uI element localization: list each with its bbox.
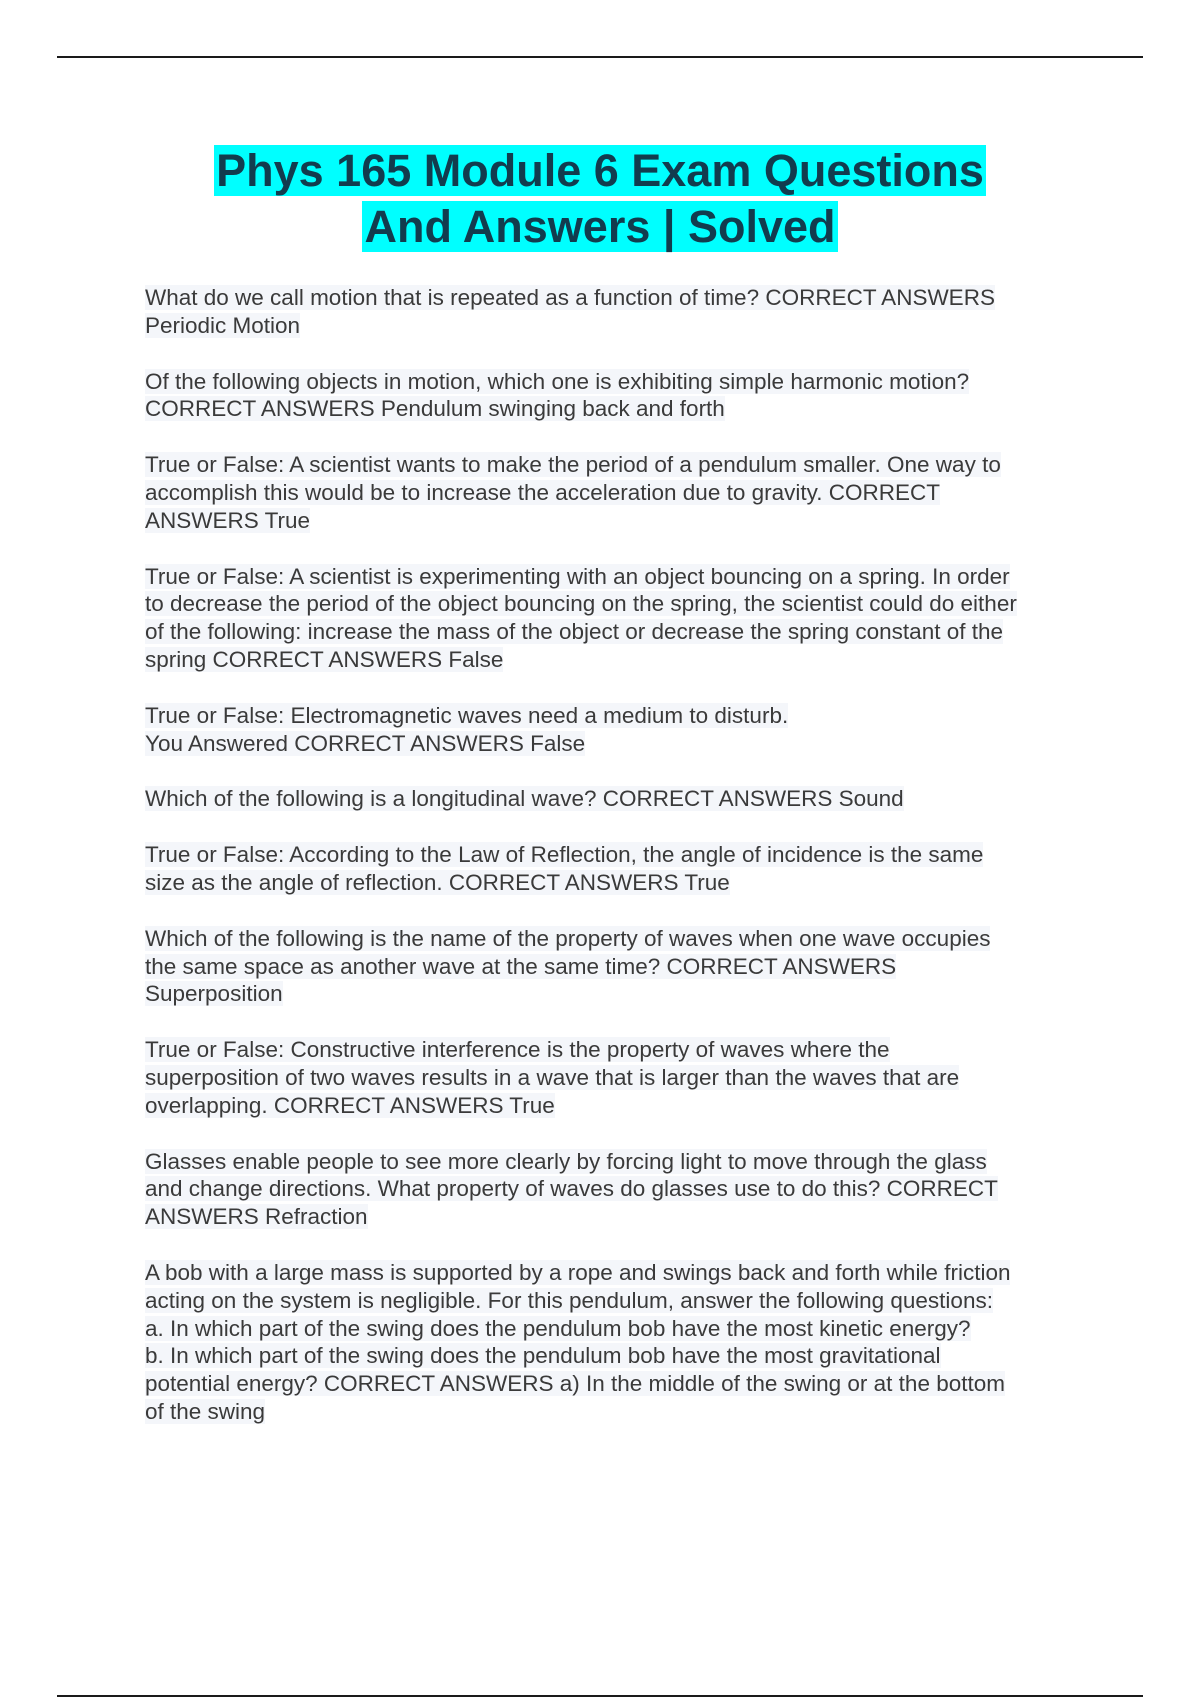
qa-entry (145, 1036, 1085, 1119)
qa-text-line: A bob with a large mass is supported by a rope and swings back and forth while friction (145, 1259, 1011, 1285)
qa-text-line: What do we call motion that is repeated as a function of time? CORRECT ANSWERS (145, 285, 995, 310)
qa-entry (145, 451, 1085, 534)
qa-entry (145, 284, 1085, 340)
qa-text-line: True or False: Constructive interference is the property of waves where the (145, 1037, 890, 1063)
qa-text-line: potential energy? CORRECT ANSWERS a) In the middle of the swing or at the bottom (145, 1371, 1005, 1397)
qa-text-line: Of the following objects in motion, which one is exhibiting simple harmonic motion? (145, 368, 970, 394)
qa-entry (145, 925, 1085, 1008)
qa-entry (145, 841, 1085, 897)
qa-entry (145, 368, 1085, 424)
qa-text-line: of the swing (145, 1398, 266, 1424)
qa-text-line: You Answered CORRECT ANSWERS False (145, 730, 586, 756)
qa-text-line: Glasses enable people to see more clearly by forcing light to move through the glass (145, 1148, 987, 1174)
qa-entry (145, 563, 1085, 674)
qa-text-line: spring CORRECT ANSWERS False (145, 646, 504, 672)
qa-text-line: ANSWERS True (145, 507, 311, 533)
qa-text-line: Periodic Motion (145, 312, 301, 338)
qa-text-line: True or False: A scientist wants to make the period of a pendulum smaller. One way to (145, 452, 1001, 478)
qa-text-line: to decrease the period of the object bouncing on the spring, the scientist could do either (145, 591, 1017, 617)
header-rule (57, 56, 1143, 58)
qa-text-line: ANSWERS Refraction (145, 1204, 368, 1230)
qa-text-line: Superposition (145, 981, 283, 1007)
qa-text-line: Which of the following is the name of the property of waves when one wave occupies (145, 925, 991, 951)
qa-entry (145, 785, 1085, 813)
qa-text-line: superposition of two waves results in a wave that is larger than the waves that are (145, 1064, 960, 1090)
qa-text-line: accomplish this would be to increase the acceleration due to gravity. CORRECT (145, 479, 940, 505)
qa-text-line: of the following: increase the mass of the object or decrease the spring constant of the (145, 619, 1003, 645)
footer-rule (57, 1695, 1143, 1697)
qa-entry (145, 1259, 1085, 1426)
qa-text-line: b. In which part of the swing does the pendulum bob have the most gravitational (145, 1343, 941, 1369)
qa-text-line: overlapping. CORRECT ANSWERS True (145, 1092, 555, 1118)
qa-entry (145, 1148, 1085, 1231)
title-line-1: Phys 165 Module 6 Exam Questions (216, 145, 984, 196)
qa-text-line: size as the angle of reflection. CORRECT ANSWERS True (145, 869, 730, 895)
qa-text-line: CORRECT ANSWERS Pendulum swinging back and forth (145, 396, 725, 422)
qa-text-line: and change directions. What property of waves do glasses use to do this? CORRECT (145, 1176, 998, 1202)
title-line-2: And Answers | Solved (364, 201, 836, 252)
qa-text-line: Which of the following is a longitudinal wave? CORRECT ANSWERS Sound (145, 786, 904, 812)
qa-text-line: True or False: According to the Law of Reflection, the angle of incidence is the same (145, 842, 984, 868)
qa-text-line: the same space as another wave at the same time? CORRECT ANSWERS (145, 953, 897, 979)
qa-text-line: a. In which part of the swing does the pendulum bob have the most kinetic energy? (145, 1315, 971, 1341)
qa-entry (145, 702, 1085, 758)
qa-text-line: acting on the system is negligible. For this pendulum, answer the following questions: (145, 1287, 993, 1313)
qa-list (145, 284, 1085, 1454)
qa-text-line: True or False: A scientist is experimenting with an object bouncing on a spring. In order (145, 563, 1010, 589)
qa-text-line: True or False: Electromagnetic waves need a medium to disturb. (145, 702, 789, 728)
page-title (100, 143, 1100, 255)
